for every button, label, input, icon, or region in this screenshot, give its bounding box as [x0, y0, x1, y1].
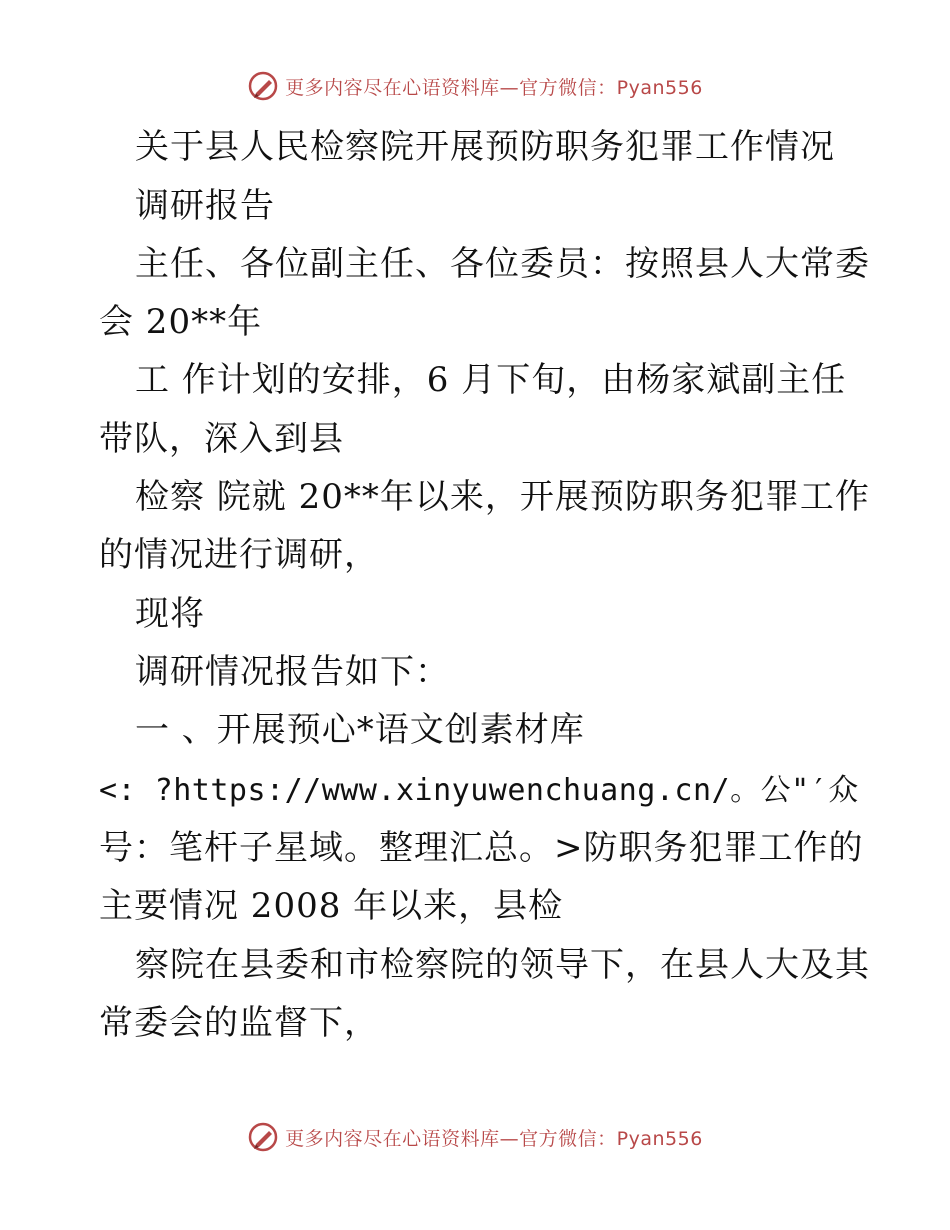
- paragraph-line: 主要情况 2008 年以来，县检: [99, 886, 564, 926]
- paragraph-line: 常委会的监督下，: [99, 1003, 379, 1043]
- document-title: 关于县人民检察院开展预防职务犯罪工作情况: [135, 127, 835, 167]
- paragraph-line: 的情况进行调研，: [99, 535, 379, 575]
- paragraph-line: 带队，深入到县: [99, 419, 344, 459]
- paragraph-line: 会 20**年: [99, 302, 263, 342]
- section-heading: 一 、开展预心*语文创素材库: [135, 710, 585, 750]
- paragraph-line: 调研情况报告如下：: [135, 652, 450, 692]
- paragraph-line: 号：笔杆子星域。整理汇总。>防职务犯罪工作的: [99, 828, 864, 868]
- watermark-footer: [0, 1121, 950, 1153]
- paragraph-line-url: <: ?https://www.xinyuwenchuang.cn/。公"′众: [99, 773, 859, 808]
- paragraph-line: 检察 院就 20**年以来，开展预防职务犯罪工作: [135, 477, 870, 517]
- paragraph-line: 工 作计划的安排，6 月下旬，由杨家斌副主任: [135, 360, 847, 400]
- document-subtitle: 调研报告: [135, 186, 275, 226]
- red-pen-circle-logo-icon: [247, 1121, 279, 1153]
- red-pen-circle-logo-icon: [247, 70, 279, 102]
- paragraph-line: 察院在县委和市检察院的领导下，在县人大及其: [135, 945, 870, 985]
- paragraph-line: 主任、各位副主任、各位委员：按照县人大常委: [135, 244, 870, 284]
- paragraph-line: 现将: [135, 594, 205, 634]
- watermark-text: 更多内容尽在心语资料库—官方微信：Pyan556: [285, 1127, 703, 1150]
- watermark-text: 更多内容尽在心语资料库—官方微信：Pyan556: [285, 76, 703, 99]
- watermark-header: [0, 70, 950, 102]
